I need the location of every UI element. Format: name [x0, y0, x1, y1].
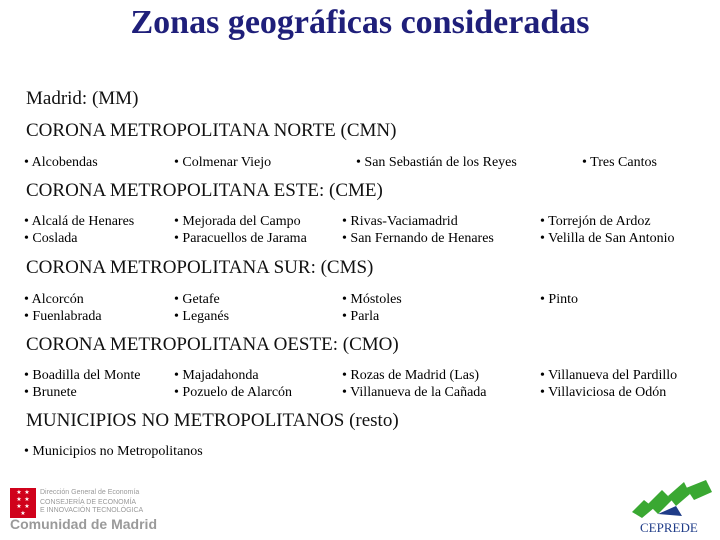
- ceprede-logo: [628, 478, 716, 538]
- municipality-item: • Parla: [342, 309, 380, 324]
- municipality-item: • Pozuelo de Alarcón: [174, 385, 293, 400]
- municipality-item: • Coslada: [24, 231, 78, 246]
- heading-cmo: CORONA METROPOLITANA OESTE: (CMO): [26, 334, 399, 355]
- stars-flag-icon: ★ ★ ★ ★ ★ ★ ★: [10, 488, 36, 518]
- municipality-item: • Boadilla del Monte: [24, 368, 141, 383]
- heading-cmn: CORONA METROPOLITANA NORTE (CMN): [26, 120, 397, 141]
- municipality-item: • Municipios no Metropolitanos: [24, 444, 203, 459]
- municipality-item: • Brunete: [24, 385, 77, 400]
- page-title: Zonas geográficas consideradas: [130, 4, 590, 41]
- municipality-item: • San Fernando de Henares: [342, 231, 494, 246]
- municipality-item: • Torrejón de Ardoz: [540, 214, 651, 229]
- heading-madrid: Madrid: (MM): [26, 88, 139, 109]
- municipality-item: • Móstoles: [342, 292, 402, 307]
- municipality-item: • Velilla de San Antonio: [540, 231, 675, 246]
- municipality-item: • Alcalá de Henares: [24, 214, 135, 229]
- municipality-item: • Villanueva del Pardillo: [540, 368, 678, 383]
- ceprede-mark-icon: [628, 478, 716, 520]
- municipality-item: • Colmenar Viejo: [174, 155, 272, 170]
- ceprede-wordmark: CEPREDE: [640, 520, 698, 535]
- heading-cms: CORONA METROPOLITANA SUR: (CMS): [26, 257, 374, 278]
- municipality-item: • Fuenlabrada: [24, 309, 102, 324]
- municipality-item: • Mejorada del Campo: [174, 214, 301, 229]
- municipality-item: • Villaviciosa de Odón: [540, 385, 667, 400]
- heading-resto: MUNICIPIOS NO METROPOLITANOS (resto): [26, 410, 399, 431]
- comunidad-madrid-logo: [8, 486, 183, 534]
- logo-brand: Comunidad de Madrid: [10, 516, 157, 532]
- municipality-item: • Pinto: [540, 292, 578, 307]
- municipality-item: • Majadahonda: [174, 368, 259, 383]
- heading-cme: CORONA METROPOLITANA ESTE: (CME): [26, 180, 383, 201]
- municipality-item: • Alcorcón: [24, 292, 84, 307]
- municipality-item: • Tres Cantos: [582, 155, 657, 170]
- logo-line-3: E INNOVACIÓN TECNOLÓGICA: [40, 507, 144, 514]
- municipality-item: • Leganés: [174, 309, 230, 324]
- municipality-item: • Rivas-Vaciamadrid: [342, 214, 458, 229]
- logo-line-1: Dirección General de Economía: [40, 489, 140, 496]
- municipality-item: • Paracuellos de Jarama: [174, 231, 307, 246]
- municipality-item: • San Sebastián de los Reyes: [356, 155, 517, 170]
- logo-line-2: CONSEJERÍA DE ECONOMÍA: [40, 499, 137, 506]
- municipality-item: • Getafe: [174, 292, 220, 307]
- municipality-item: • Rozas de Madrid (Las): [342, 368, 480, 383]
- municipality-item: • Alcobendas: [24, 155, 98, 170]
- municipality-item: • Villanueva de la Cañada: [342, 385, 487, 400]
